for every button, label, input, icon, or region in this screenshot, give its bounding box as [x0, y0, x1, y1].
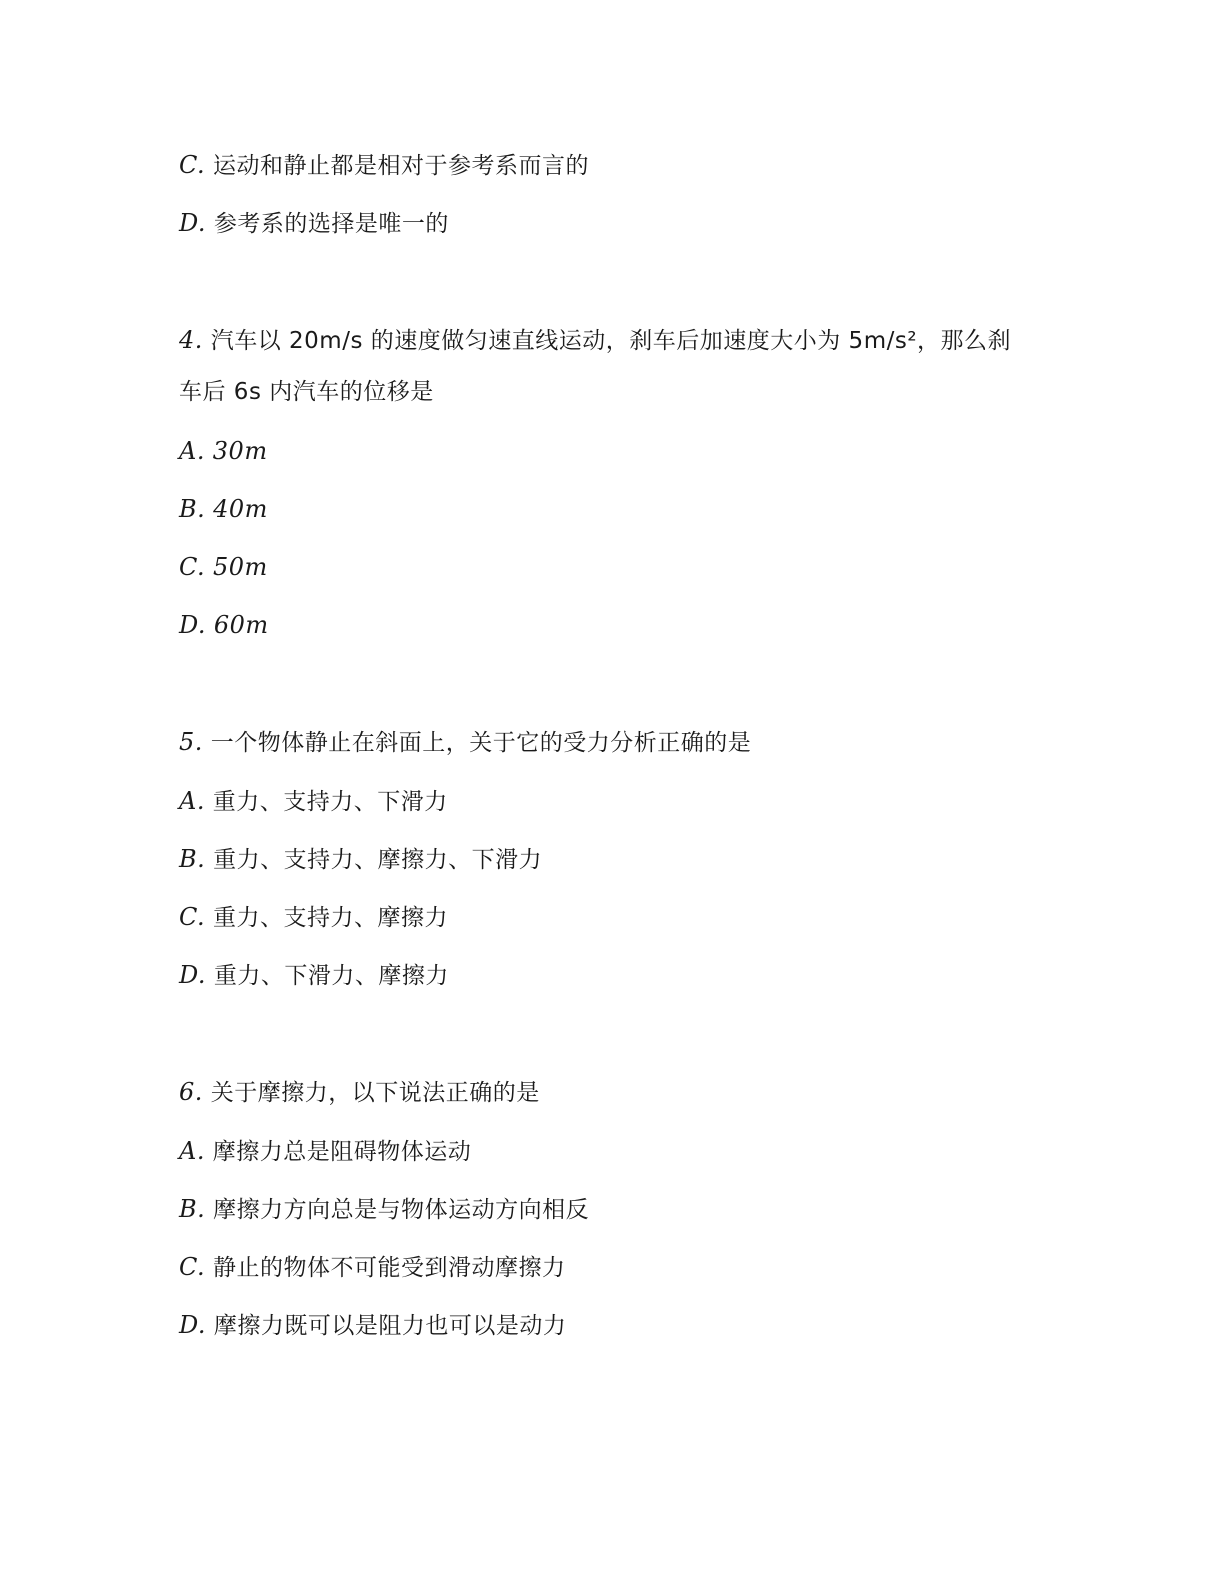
option-text: 静止的物体不可能受到滑动摩擦力 [212, 1255, 566, 1281]
option-label: C. [179, 903, 206, 931]
option-label: C. [179, 151, 206, 179]
option-label: C. [179, 553, 206, 581]
option-label: D. [179, 611, 207, 639]
option-label: B. [179, 495, 206, 523]
option-text: 30m [212, 437, 268, 465]
question-5-option-a [179, 786, 448, 817]
option-text: 摩擦力总是阻碍物体运动 [212, 1139, 472, 1165]
question-6-stem [179, 1077, 540, 1108]
question-5-option-d [179, 960, 449, 991]
option-label: A. [179, 437, 205, 465]
option-text: 40m [213, 495, 268, 523]
question-6-option-b [179, 1194, 589, 1225]
option-text: 运动和静止都是相对于参考系而言的 [212, 153, 589, 179]
option-label: A. [179, 1137, 205, 1165]
option-text: 重力、支持力、下滑力 [212, 789, 448, 815]
option-text: 重力、支持力、摩擦力、下滑力 [213, 847, 543, 873]
question-4-option-c [179, 552, 268, 583]
question-4-stem-line2 [179, 377, 434, 407]
question-5-option-b [179, 844, 542, 875]
question-4-option-a [179, 436, 268, 467]
prev-option-d [179, 208, 449, 239]
option-text: 60m [213, 611, 269, 639]
option-text: 参考系的选择是唯一的 [213, 211, 449, 237]
option-text: 摩擦力既可以是阻力也可以是动力 [213, 1313, 567, 1339]
option-text: 摩擦力方向总是与物体运动方向相反 [213, 1197, 590, 1223]
option-label: D. [179, 961, 207, 989]
question-stem: 汽车以 20m/s 的速度做匀速直线运动，刹车后加速度大小为 5m/s²，那么刹 [210, 328, 1012, 354]
option-label: A. [179, 787, 205, 815]
option-label: D. [179, 209, 207, 237]
question-5-stem [179, 727, 751, 758]
question-6-option-a [179, 1136, 471, 1167]
question-6-option-d [179, 1310, 566, 1341]
option-text: 重力、支持力、摩擦力 [212, 905, 448, 931]
question-stem: 一个物体静止在斜面上，关于它的受力分析正确的是 [210, 730, 752, 756]
option-label: D. [179, 1311, 207, 1339]
question-stem: 关于摩擦力，以下说法正确的是 [210, 1080, 540, 1106]
question-number: 4. [179, 326, 203, 354]
question-4-option-d [179, 610, 269, 641]
question-4-stem-line1 [179, 325, 1011, 356]
option-text: 重力、下滑力、摩擦力 [213, 963, 449, 989]
question-stem-continued: 车后 6s 内汽车的位移是 [179, 379, 434, 405]
question-number: 5. [179, 728, 203, 756]
prev-option-c [179, 150, 589, 181]
option-label: C. [179, 1253, 206, 1281]
question-5-option-c [179, 902, 448, 933]
question-6-option-c [179, 1252, 565, 1283]
option-text: 50m [212, 553, 268, 581]
option-label: B. [179, 845, 206, 873]
option-label: B. [179, 1195, 206, 1223]
question-4-option-b [179, 494, 268, 525]
question-number: 6. [179, 1078, 203, 1106]
